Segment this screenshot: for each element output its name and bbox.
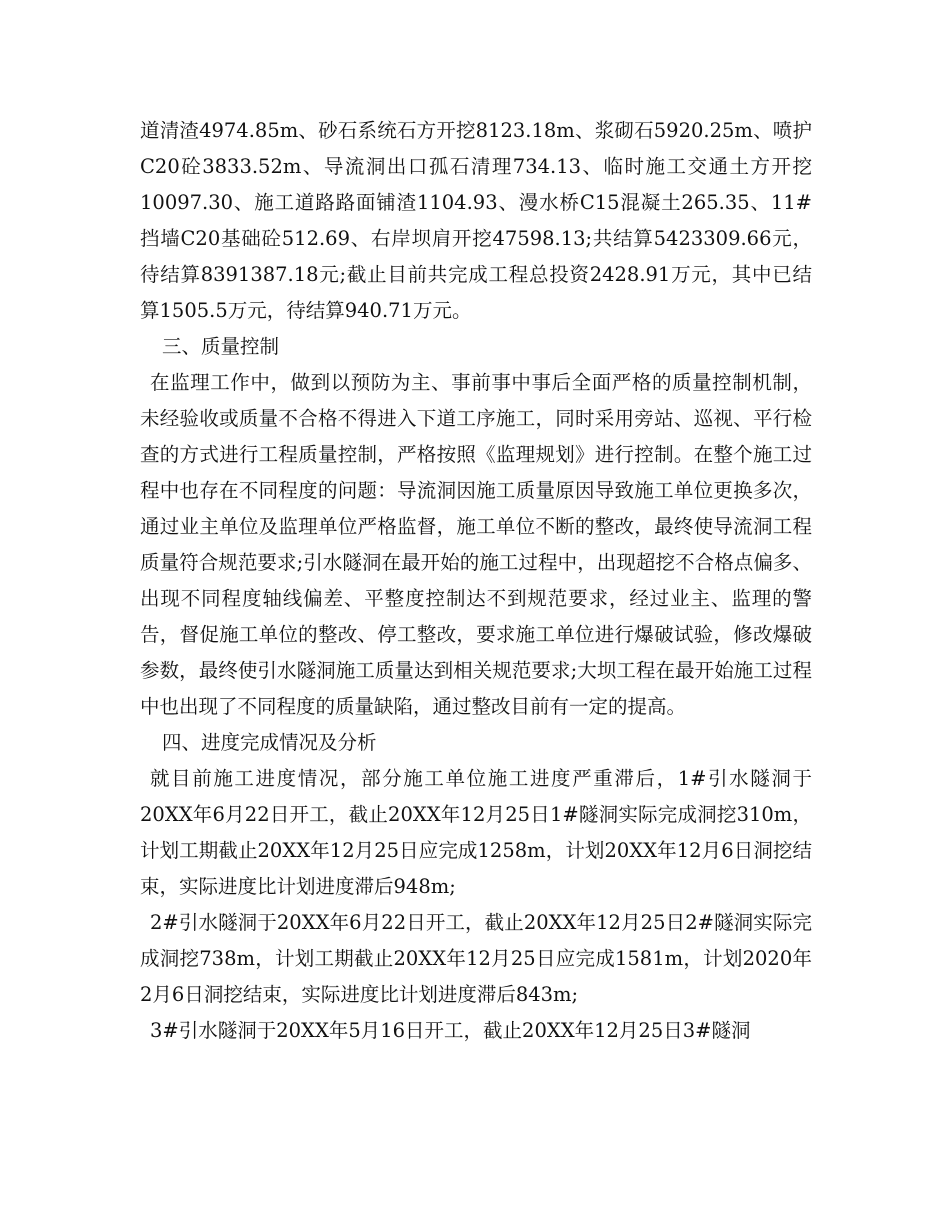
paragraph-quality-control: 在监理工作中，做到以预防为主、事前事中事后全面严格的质量控制机制，未经验收或质量不合格不得进入下道工序施工，同时采用旁站、巡视、平行检查的方式进行工程质量控制，严格按照《监理规划》进行控制。在整个施工过程中也存在不同程度的问题：导流洞因施工质量原因导致施工单位更换多次，通过业主单位及监理单位严格监督，施工单位不断的整改，最终使导流洞工程质量符合规范要求;引水隧洞在最开始的施工过程中，出现超挖不合格点偏多、出现不同程度轴线偏差、平整度控制达不到规范要求，经过业主、监理的警告，督促施工单位的整改、停工整改，要求施工单位进行爆破试验，修改爆破参数，最终使引水隧洞施工质量达到相关规范要求;大坝工程在最开始施工过程中也出现了不同程度的质量缺陷，通过整改目前有一定的提高。	[140, 371, 812, 718]
document-page	[140, 113, 812, 1049]
paragraph-tunnel-3-progress: 3#引水隧洞于20XX年5月16日开工，截止20XX年12月25日3#隧洞	[150, 1019, 751, 1042]
paragraph-tunnel-1-progress: 就目前施工进度情况，部分施工单位施工进度严重滞后，1#引水隧洞于20XX年6月22日开工，截止20XX年12月25日1#隧洞实际完成洞挖310m，计划工期截止20XX年12月25日应完成1258m，计划20XX年12月6日洞挖结束，实际进度比计划进度滞后948m;	[140, 767, 812, 898]
paragraph-tunnel-2-progress: 2#引水隧洞于20XX年6月22日开工，截止20XX年12月25日2#隧洞实际完成洞挖738m，计划工期截止20XX年12月25日应完成1581m，计划2020年2月6日洞挖结束，实际进度比计划进度滞后843m;	[140, 911, 812, 1006]
section-heading-quality-control: 三、质量控制	[162, 335, 280, 358]
section-heading-progress: 四、进度完成情况及分析	[162, 731, 377, 754]
paragraph-settlement-summary: 道清渣4974.85m、砂石系统石方开挖8123.18m、浆砌石5920.25m、喷护C20砼3833.52m、导流洞出口孤石清理734.13、临时施工交通土方开挖10097.30、施工道路路面铺渣1104.93、漫水桥C15混凝土265.35、11#挡墙C20基础砼512.69、右岸坝肩开挖47598.13;共结算5423309.66元，待结算8391387.18元;截止目前共完成工程总投资2428.91万元，其中已结算1505.5万元，待结算940.71万元。	[140, 119, 812, 322]
